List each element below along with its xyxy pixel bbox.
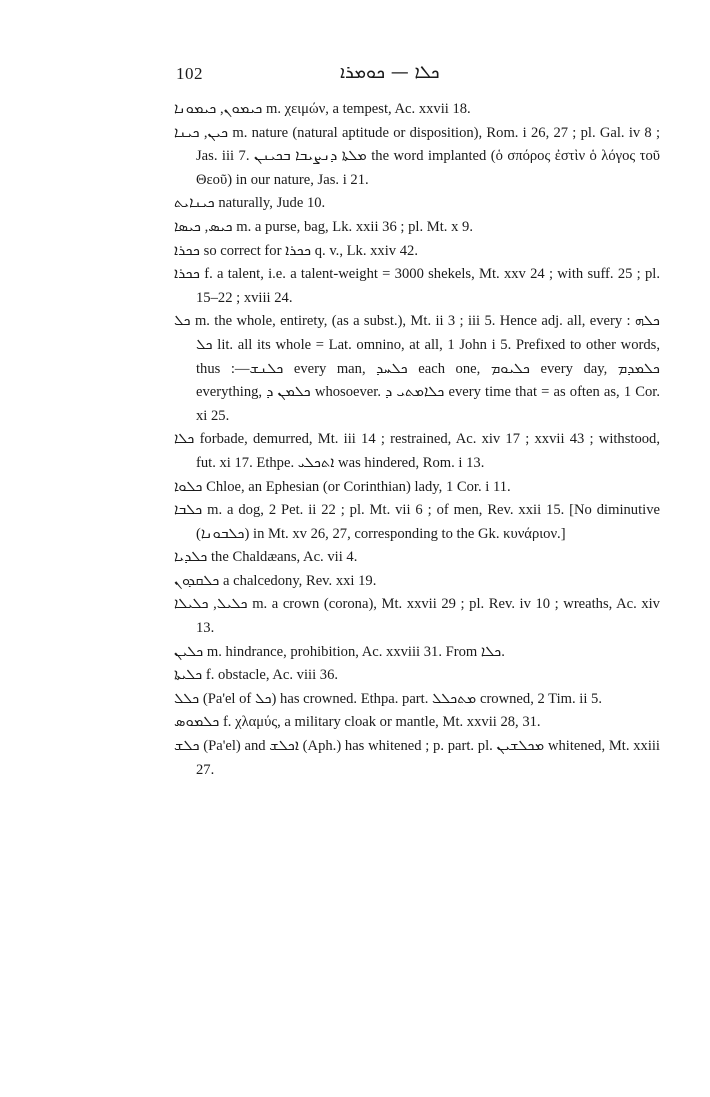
entry-chloe: ܟܠܘܐ Chloe, an Ephesian (or Corinthian) lady, 1 Cor. i 11. xyxy=(174,478,511,495)
entry-obstacle: ܟܠܝܬܐ f. obstacle, Ac. viii 36. xyxy=(174,667,339,684)
running-header xyxy=(0,62,710,86)
entry-kyana-nature: ܟܝܢ, ܟܝܢܐ m. nature (natural aptitude or disposition), Rom. i 26, 27 ; pl. Gal. iv 8 ; Jas. iii 7. ܡܠܬܐ ܕܢܨܝܒܐ ܒܟܝܢܢ the word implanted (ὁ σπόρος ἐστὶν ὁ λόγος τοῦ Θεοῦ) in our nature, Jas. i 21. xyxy=(174,124,661,188)
entry-whitened: ܟܠܫ (Pa'el) and ܐܟܠܫ (Aph.) has whitened ; p. part. pl. ܡܟܠܫܝܢ whitened, Mt. xxiii 27. xyxy=(174,738,660,778)
entry-forbade: ܟܠܐ forbade, demurred, Mt. iii 14 ; restrained, Ac. xiv 17 ; xxvii 43 ; withstood, fut. xi 17. Ethpe. ܐܬܟܠܝ was hindered, Rom. i 13. xyxy=(174,431,660,471)
page-number: 102 xyxy=(176,64,203,83)
entry-dog: ܟܠܒܐ m. a dog, 2 Pet. ii 22 ; pl. Mt. vii 6 ; of men, Rev. xxii 15. [No diminutive (ܟܠܒܘܢܐ) in Mt. xv 26, 27, corresponding to the Gk. κυνάριον.] xyxy=(174,502,660,542)
entry-has-crowned: ܟܠܠ (Pa'el of ܟܠ) has crowned. Ethpa. part. ܡܬܟܠܠ crowned, 2 Tim. ii 5. xyxy=(174,690,602,707)
entry-crown: ܟܠܝܠ, ܟܠܝܠܐ m. a crown (corona), Mt. xxvii 29 ; pl. Rev. iv 10 ; wreaths, Ac. xiv 13. xyxy=(174,596,660,637)
entry-chalcedony: ܟܠܩܕܘܢ a chalcedony, Rev. xxi 19. xyxy=(174,572,377,589)
entry-cheimon: ܟܝܡܘܢ, ܟܝܡܘܢܐ m. χειμών, a tempest, Ac. xxvii 18. xyxy=(174,101,471,117)
entry-chlamys: ܟܠܡܘܣ f. χλαμύς, a military cloak or mantle, Mt. xxvii 28, 31. xyxy=(174,714,541,731)
entry-list xyxy=(174,98,660,782)
entry-kul-whole: ܟܠ m. the whole, entirety, (as a subst.), Mt. ii 3 ; iii 5. Hence adj. all, every : ܟܠܗ ܟܠ lit. all its whole = Lat. omnino, at all, 1 John i 5. Prefixed to other words, thus :—ܟܠܢܫ every man, ܟܠܚܕ each one, ܟܠܝܘܡ every day, ܟܠܡܕܡ everything, ܟܠܡܢ ܕ whosoever. ܟܠܐܡܬܝ ܕ every time that = as often as, 1 Cor. xi 25. xyxy=(174,313,660,424)
entry-correction: ܟܟܪܐ so correct for ܟܟܪܐ q. v., Lk. xxiv 42. xyxy=(174,242,418,259)
entry-naturally: ܟܝܢܐܝܬ naturally, Jude 10. xyxy=(174,195,326,212)
entry-hindrance: ܟܠܝܢ m. hindrance, prohibition, Ac. xxviii 31. From ܟܠܐ. xyxy=(174,643,505,660)
entry-talent: ܟܟܪܐ f. a talent, i.e. a talent-weight = 3000 shekels, Mt. xxv 24 ; with suff. 25 ; pl. 15–22 ; xviii 24. xyxy=(174,266,660,306)
entry-purse: ܟܝܣ, ܟܝܣܐ m. a purse, bag, Lk. xxii 36 ; pl. Mt. x 9. xyxy=(174,218,473,235)
entry-chaldaeans: ܟܠܕܝܐ the Chaldæans, Ac. vii 4. xyxy=(174,549,358,566)
header-title: ܟܠܐ — ܟܘܡܪܐ xyxy=(340,62,440,83)
